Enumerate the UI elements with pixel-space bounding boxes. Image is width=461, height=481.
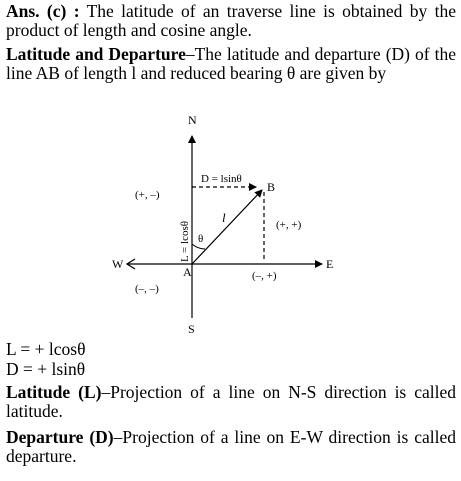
quadrant-ne-label: (+, +): [276, 219, 302, 231]
latitude-formula: L = + lcosθ: [6, 339, 86, 359]
west-label: W: [112, 257, 124, 271]
north-label: N: [188, 113, 197, 127]
answer-text: The latitude of an traverse line is obtained by the product of length and cosine angle.: [6, 1, 457, 40]
latitude-departure-paragraph: [6, 45, 456, 83]
departure-formula: D = + lsinθ: [6, 359, 86, 379]
departure-label: D = lsinθ: [201, 173, 242, 185]
quadrant-se-label: (–, +): [252, 270, 277, 282]
length-label: l: [222, 210, 226, 225]
latitude-definition-text: –Projection of a line on N-S direction is called latitude.: [6, 382, 457, 421]
latitude-label: L = lcosθ: [179, 220, 191, 262]
departure-definition: [6, 428, 456, 466]
latitude-definition: [6, 383, 456, 421]
line-ab: [192, 190, 262, 264]
departure-definition-text: –Projection of a line on E-W direction is called departure.: [6, 427, 456, 466]
angle-label: θ: [198, 233, 204, 245]
quadrant-nw-label: (+, –): [135, 189, 160, 201]
answer-label: Ans. (c) :: [6, 1, 80, 21]
answer-paragraph: [6, 2, 456, 40]
latitude-term: Latitude (L): [6, 382, 102, 402]
departure-term: Departure (D): [6, 427, 114, 447]
point-b-label: B: [267, 180, 276, 194]
point-a-label: A: [183, 265, 192, 279]
south-label: S: [188, 322, 195, 336]
latitude-departure-heading: Latitude and Departure: [6, 44, 186, 64]
quadrant-sw-label: (–, –): [135, 283, 159, 295]
east-label: E: [326, 257, 334, 271]
traverse-diagram: [0, 108, 461, 340]
latitude-departure-text: –The latitude and departure (D) of the line AB of length l and reduced bearing θ are given by: [6, 44, 456, 83]
